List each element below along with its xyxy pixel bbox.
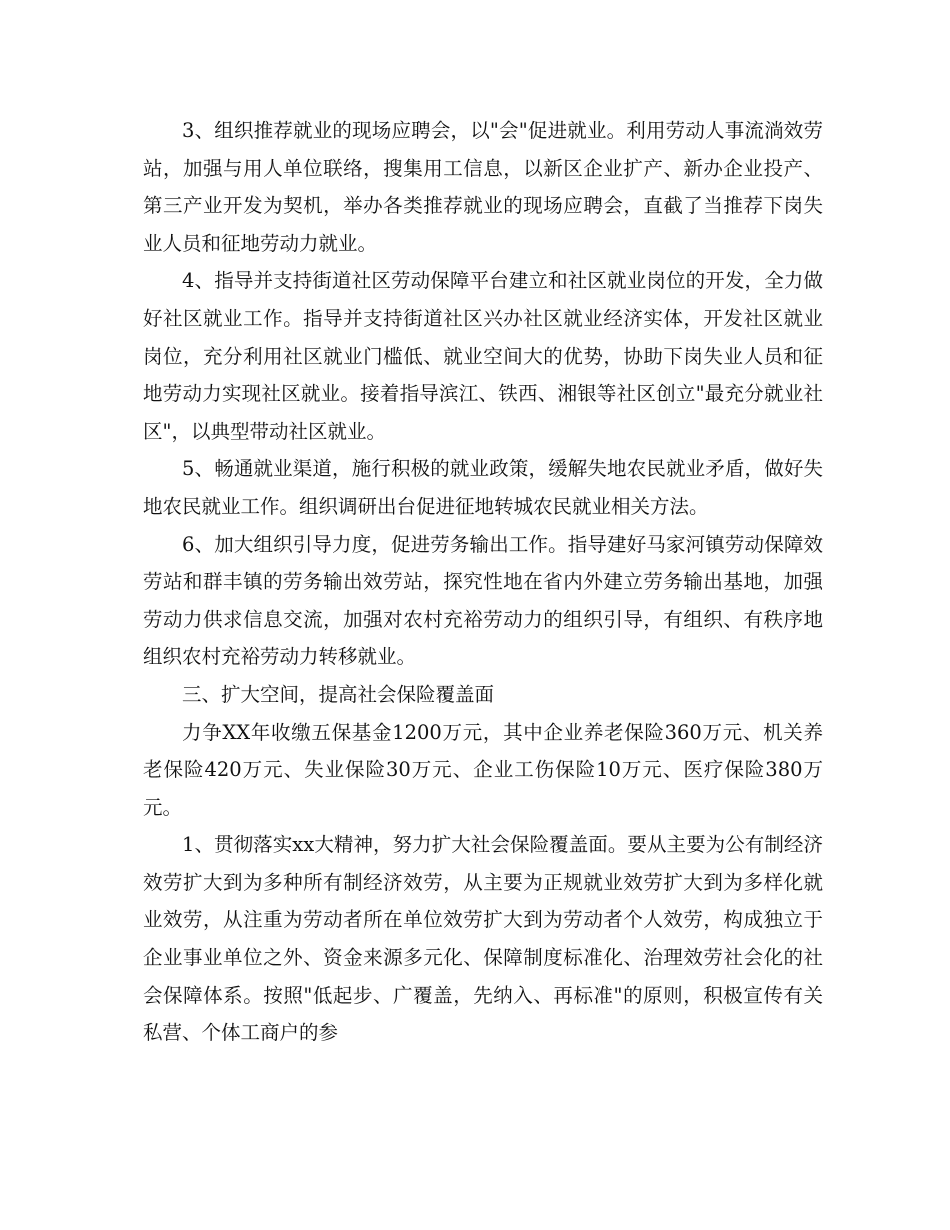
section-heading-social-insurance: 三、扩大空间，提高社会保险覆盖面	[182, 682, 495, 706]
paragraph-land-lost-farmers: 5、畅通就业渠道，施行积极的就业政策，缓解失地农民就业矛盾，做好失地农民就业工作。组织调研出台促进征地转城农民就业相关方法。	[143, 457, 823, 518]
paragraph-employment-fair: 3、组织推荐就业的现场应聘会，以"会"促进就业。利用劳动人事流淌效劳站，加强与用人单位联络，搜集用工信息，以新区企业扩产、新办企业投产、第三产业开发为契机，举办各类推荐就业的现场应聘会，直截了当推荐下岗失业人员和征地劳动力就业。	[143, 119, 823, 255]
paragraph-community-employment: 4、指导并支持街道社区劳动保障平台建立和社区就业岗位的开发，全力做好社区就业工作。指导并支持街道社区兴办社区就业经济实体，开发社区就业岗位，充分利用社区就业门槛低、就业空间大的优势，协助下岗失业人员和征地劳动力实现社区就业。接着指导滨江、铁西、湘银等社区创立"最充分就业社区"，以典型带动社区就业。	[143, 269, 823, 443]
document-body	[143, 112, 823, 1052]
paragraph-expand-coverage: 1、贯彻落实xx大精神，努力扩大社会保险覆盖面。要从主要为公有制经济效劳扩大到为多种所有制经济效劳，从主要为正规就业效劳扩大到为多样化就业效劳，从注重为劳动者所在单位效劳扩大到为劳动者个人效劳，构成独立于企业事业单位之外、资金来源多元化、保障制度标准化、治理效劳社会化的社会保障体系。按照"低起步、广覆盖，先纳入、再标准"的原则，积极宣传有关私营、个体工商户的参	[143, 833, 823, 1045]
paragraph-labor-export: 6、加大组织引导力度，促进劳务输出工作。指导建好马家河镇劳动保障效劳站和群丰镇的劳务输出效劳站，探究性地在省内外建立劳务输出基地，加强劳动力供求信息交流，加强对农村充裕劳动力的组织引导，有组织、有秩序地组织农村充裕劳动力转移就业。	[143, 532, 823, 669]
paragraph-fund-targets: 力争XX年收缴五保基金1200万元，其中企业养老保险360万元、机关养老保险420万元、失业保险30万元、企业工伤保险10万元、医疗保险380万元。	[143, 720, 823, 819]
